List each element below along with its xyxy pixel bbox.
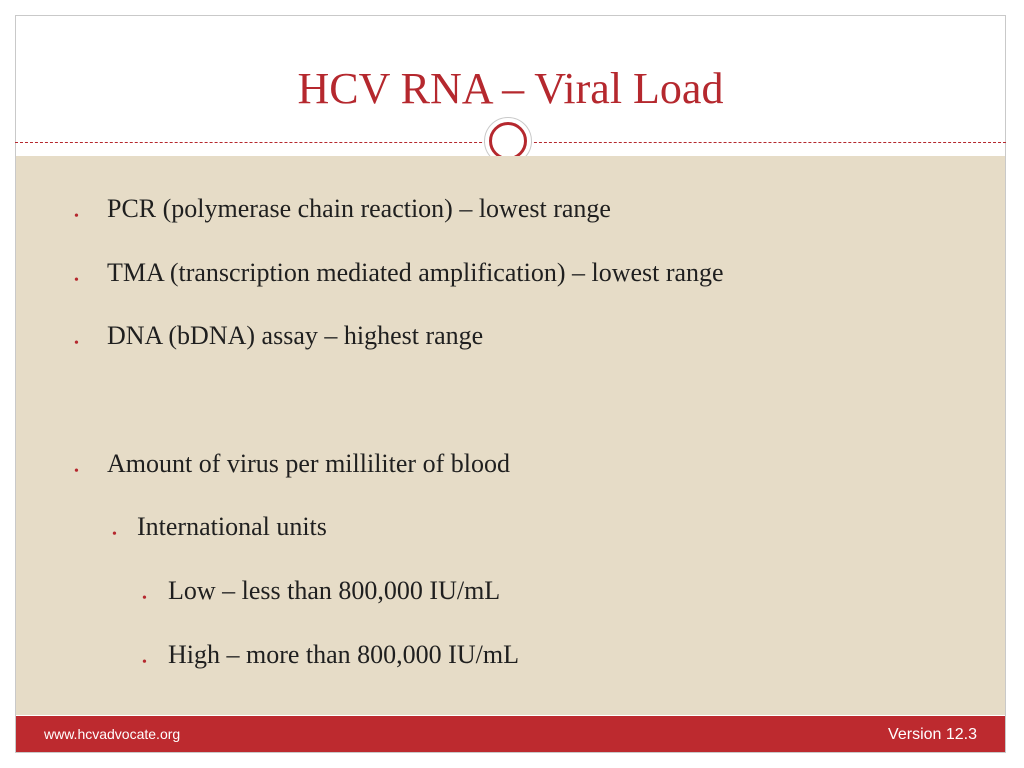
bullet-dot-icon: • <box>74 336 79 351</box>
slide-title: HCV RNA – Viral Load <box>297 64 724 113</box>
bullet-text: PCR (polymerase chain reaction) – lowest range <box>107 194 611 223</box>
bullet-dot-icon: • <box>142 591 147 606</box>
bullet-dot-icon: • <box>74 464 79 479</box>
bullet-text: International units <box>137 512 327 541</box>
divider-circle-ring <box>489 122 527 160</box>
bullet-text: TMA (transcription mediated amplification) – lowest range <box>107 258 724 287</box>
bullet-text: DNA (bDNA) assay – highest range <box>107 321 484 350</box>
bullet-text: High – more than 800,000 IU/mL <box>168 640 519 669</box>
bullet-dot-icon: • <box>142 655 147 670</box>
bullet-text: Low – less than 800,000 IU/mL <box>168 576 501 605</box>
bullet-dot-icon: • <box>112 527 117 542</box>
footer-version: Version 12.3 <box>888 726 977 743</box>
footer-website: www.hcvadvocate.org <box>44 726 181 742</box>
bullet-dot-icon: • <box>74 273 79 288</box>
bullet-text: Amount of virus per milliliter of blood <box>107 449 510 478</box>
footer-bar <box>16 716 1005 752</box>
bullet-dot-icon: • <box>74 209 79 224</box>
content-area <box>16 156 1005 715</box>
